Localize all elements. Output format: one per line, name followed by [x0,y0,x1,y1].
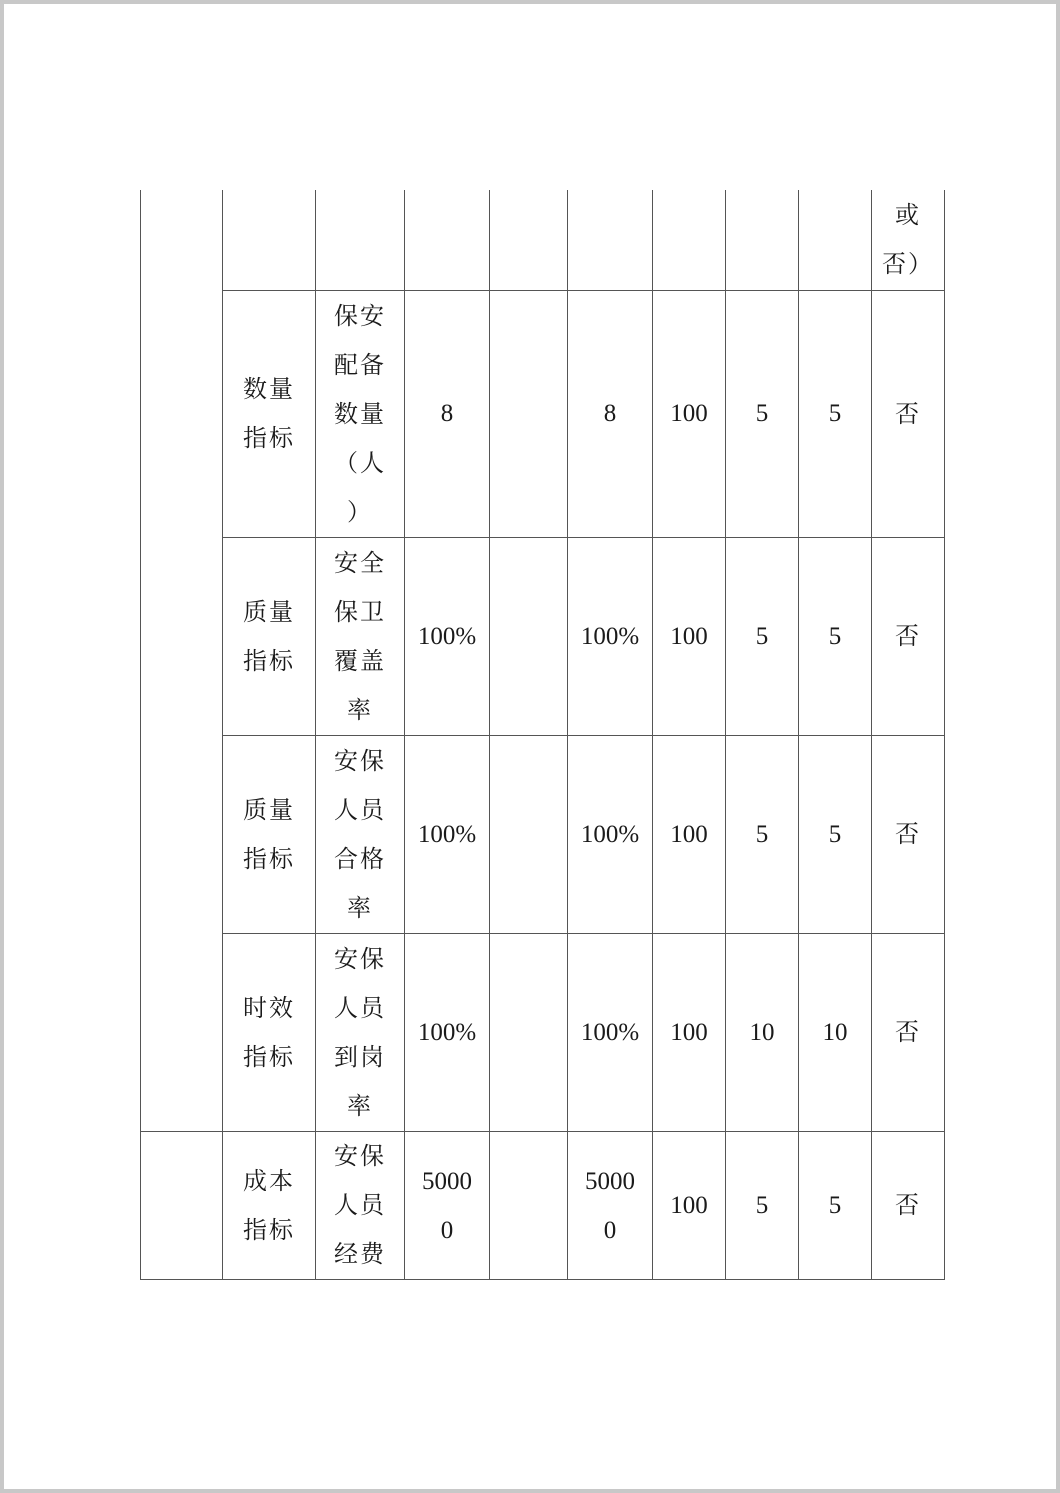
table-cell [872,1132,944,1279]
table-cell: 5 [755,820,769,848]
table-cell [223,291,315,537]
table-cell [316,538,404,735]
cell-text: 质量 指标 [243,597,295,675]
cell-text: 安保 人员 经费 [334,1142,386,1268]
cell-text: 安保 人员 到岗 率 [334,944,386,1120]
table-cell: 100% [417,622,477,650]
table-cell: 5 [828,820,842,848]
table-border-bottom [140,1279,945,1280]
cell-text: 否 [895,622,921,650]
table-cell: 100 [670,1018,708,1046]
table-cell [316,291,404,537]
cell-text: 保安 配备 数量 （人 ） [334,301,386,526]
cell-text: 5000 0 [585,1167,635,1244]
cell-text: 安全 保卫 覆盖 率 [334,548,386,724]
table-cell [316,1132,404,1279]
table-cell: 100% [580,820,640,848]
table-cell [872,736,944,933]
table-cell [872,190,944,290]
table-cell: 100 [670,400,708,427]
table-cell [872,538,944,735]
cell-text: 5000 0 [422,1167,472,1244]
table-cell: 8 [440,400,454,427]
table-cell [872,291,944,537]
table-cell: 5 [755,622,769,650]
table-cell: 100% [417,820,477,848]
table-border-left [140,190,141,1279]
table-cell [872,934,944,1131]
table-cell [223,736,315,933]
table-cell [568,1132,652,1279]
cell-text: 数量 指标 [243,375,295,452]
table-cell: 8 [603,400,617,427]
table-cell [223,934,315,1131]
table-cell: 100 [670,1191,708,1219]
cell-text: 时效 指标 [243,993,295,1071]
table-cell: 5 [755,1191,769,1219]
table-cell [316,736,404,933]
table-cell: 5 [755,400,769,427]
cell-text: 否 [895,820,921,848]
cell-text: 或 否） [882,201,934,278]
cell-text: 质量 指标 [243,795,295,873]
table-cell: 100% [417,1018,477,1046]
table-cell: 100% [580,1018,640,1046]
cell-text: 否 [895,399,921,428]
table-cell: 10 [749,1018,775,1046]
table-cell: 100% [580,622,640,650]
table-cell [316,934,404,1131]
cell-text: 否 [895,1018,921,1046]
table-cell: 100 [670,820,708,848]
table-cell: 5 [828,400,842,427]
table-cell [405,1132,489,1279]
cell-text: 否 [895,1191,921,1219]
table-cell [223,1132,315,1279]
cell-text: 安保 人员 合格 率 [334,746,386,922]
table-cell: 5 [828,1191,842,1219]
cell-text: 成本 指标 [243,1166,295,1244]
table-cell [223,538,315,735]
table-cell: 5 [828,622,842,650]
table-cell: 10 [822,1018,848,1046]
table-cell: 100 [670,622,708,650]
